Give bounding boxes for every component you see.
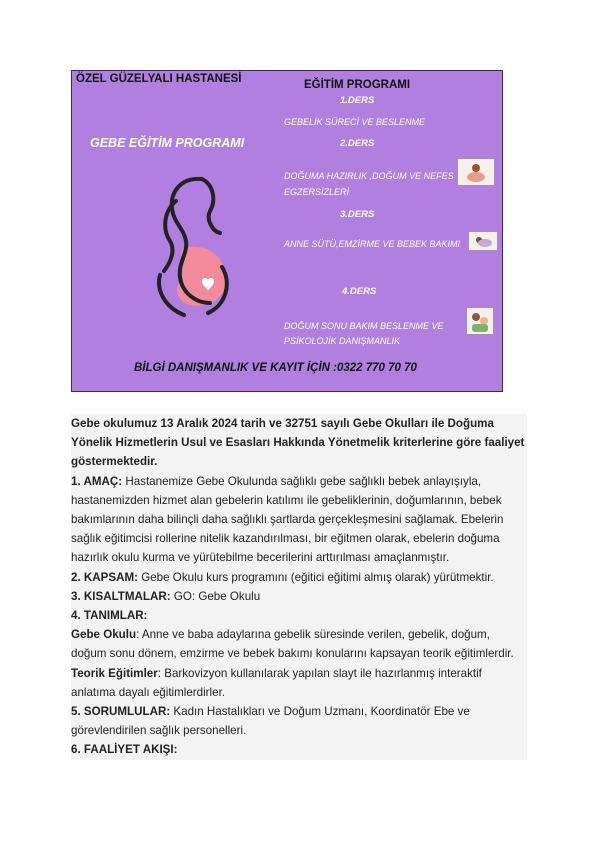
lesson-4-text-line1: DOĞUM SONU BAKIM BESLENME VE	[284, 321, 444, 331]
pregnant-woman-logo	[140, 171, 240, 321]
scope-label: 2. KAPSAM:	[71, 570, 138, 584]
definitions-label: 4. TANIMLAR:	[71, 609, 148, 623]
gebe-okulu-term: Gebe Okulu	[71, 628, 137, 642]
intro-paragraph: Gebe okulumuz 13 Aralık 2024 tarih ve 32751 sayılı Gebe Okulları ile Doğuma Yönelik Hizmetlerin Usul ve Esasları Hakkında Yönetmelik kriterlerine göre faaliyet göstermektedir.	[71, 417, 525, 469]
breathing-exercise-image	[457, 158, 495, 186]
program-banner	[71, 70, 503, 392]
definition-teorik	[71, 664, 527, 702]
gebe-program-title: GEBE EĞİTİM PROGRAMI	[90, 136, 245, 150]
purpose-text: Hastanemize Gebe Okulunda sağlıklı gebe sağlıklı bebek anlayışıyla, hastanemizden hizmet alan gebelerin katılımı ile gebeliklerinin, doğumlarının, bebek bakımlarının daha bilinçli daha sağlıklı şartlarda gerçekleşmesini sağlamak. Ebelerin sağlık eğitimcisi rollerine nitelik kazandırılması, bir eğitmen olarak, ebelerin doğuma hazırlık okulu kurma ve yürütebilme becerilerini arttırılması amaçlanmıştır.	[71, 474, 504, 565]
responsibles-section	[71, 702, 527, 740]
lesson-2-head: 2.DERS	[340, 138, 375, 149]
gebe-okulu-definition: : Anne ve baba adaylarına gebelik süresinde verilen, gebelik, doğum, doğum sonu dönem, emzirme ve bebek bakımı konularını kapsayan teorik eğitimlerdir.	[71, 628, 514, 661]
program-title: EĞİTİM PROGRAMI	[304, 79, 411, 91]
abbreviations-section	[71, 587, 527, 606]
lesson-1-head: 1.DERS	[340, 95, 375, 106]
scope-section	[71, 568, 527, 587]
purpose-label: 1. AMAÇ:	[71, 474, 123, 488]
purpose-section	[71, 472, 527, 568]
lesson-4-text-line2: PSİKOLOJİK DANIŞMANLIK	[284, 336, 401, 346]
mother-baby-image	[466, 307, 494, 335]
contact-info: BİLGİ DANIŞMANLIK VE KAYIT İÇİN :0322 770 70 70	[134, 362, 417, 374]
abbreviations-label: 3. KISALTMALAR:	[71, 589, 171, 603]
definition-gebe-okulu	[71, 625, 527, 663]
lesson-4-head: 4.DERS	[342, 286, 377, 297]
teorik-term: Teorik Eğitimler	[71, 666, 158, 680]
abbreviations-text: GO: Gebe Okulu	[170, 589, 261, 603]
hospital-name: ÖZEL GÜZELYALI HASTANESİ	[76, 73, 242, 85]
workflow-label: 6. FAALİYET AKIŞI:	[71, 743, 178, 757]
lesson-3-text: ANNE SÜTÜ,EMZİRME VE BEBEK BAKIMI	[284, 239, 461, 249]
lesson-3-head: 3.DERS	[340, 209, 375, 220]
document-body	[71, 414, 527, 760]
scope-text: Gebe Okulu kurs programını (eğitici eğitimi almış olarak) yürütmektir.	[138, 570, 494, 584]
responsibles-text: Kadın Hastalıkları ve Doğum Uzmanı, Koordinatör Ebe ve görevlendirilen sağlık personelleri.	[71, 705, 470, 738]
lesson-2-text-line1: DOĞUMA HAZIRLIK ,DOĞUM VE NEFES	[284, 171, 454, 181]
teorik-definition: : Barkovizyon kullanılarak yapılan slayt ile hazırlanmış interaktif anlatıma dayalı eğitimlerdirler.	[71, 666, 482, 699]
responsibles-label: 5. SORUMLULAR:	[71, 705, 171, 719]
lesson-1-text: GEBELİK SÜRECİ VE BESLENME	[284, 117, 426, 127]
breastfeeding-image	[468, 231, 498, 251]
lesson-2-text-line2: EGZERSİZLERİ	[284, 187, 350, 197]
